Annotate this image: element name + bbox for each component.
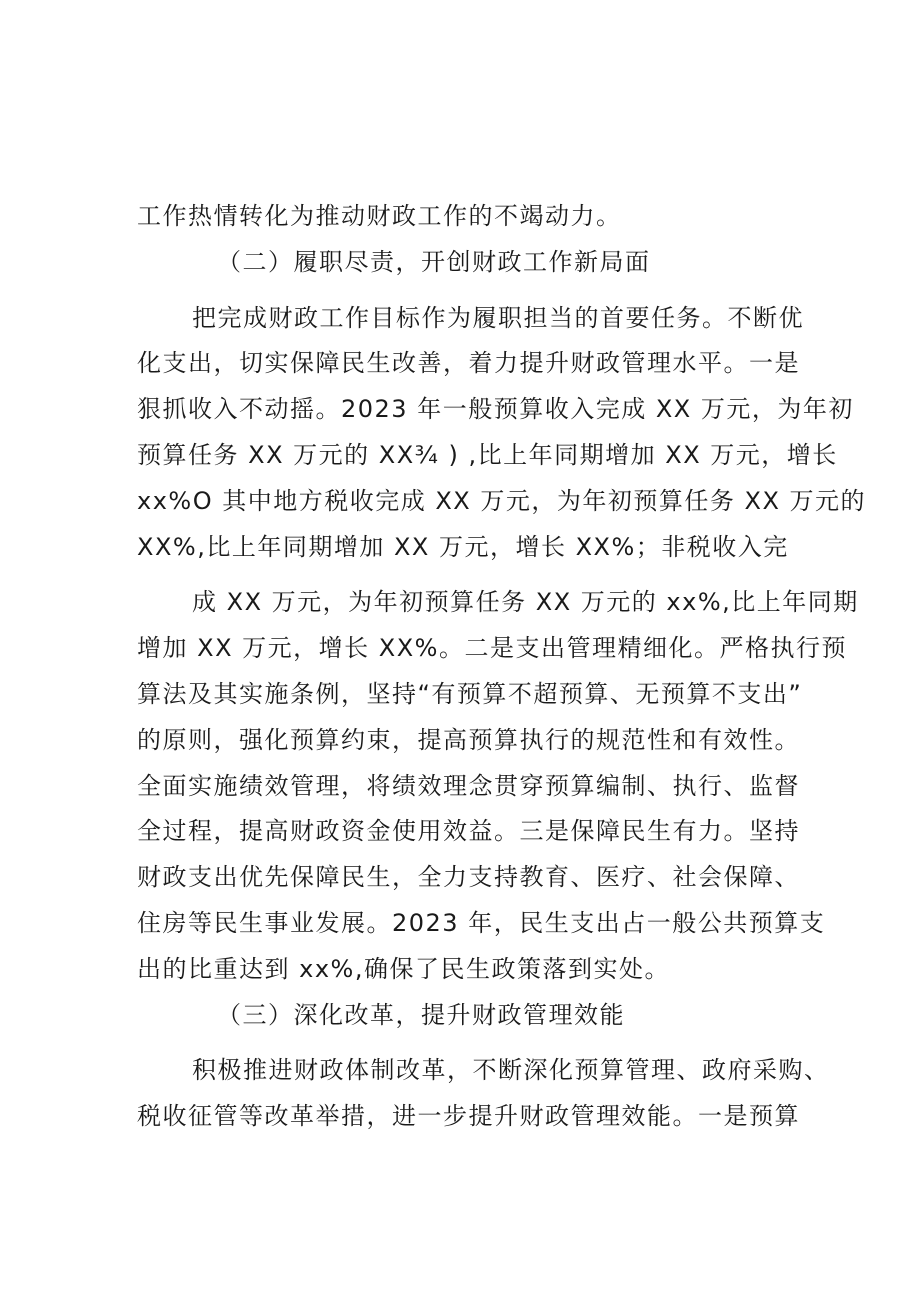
- paragraph-line: 把完成财政工作目标作为履职担当的首要任务。不断优: [192, 303, 804, 332]
- paragraph-line: 住房等民生事业发展。2023 年，民生支出占一般公共预算支: [137, 908, 826, 937]
- paragraph-line: 全面实施绩效管理，将绩效理念贯穿预算编制、执行、监督: [137, 771, 800, 800]
- paragraph-line: xx%O 其中地方税收完成 XX 万元，为年初预算任务 XX 万元的: [137, 486, 867, 515]
- document-body: [137, 194, 867, 1140]
- paragraph-line: 财政支出优先保障民生，全力支持教育、医疗、社会保障、: [137, 863, 800, 892]
- section-heading-3: （三）深化改革，提升财政管理效能: [217, 1000, 625, 1029]
- paragraph-line: 预算任务 XX 万元的 XX¾ ) ,比上年同期增加 XX 万元，增长: [137, 440, 838, 469]
- paragraph-line: 出的比重达到 xx%,确保了民生政策落到实处。: [137, 954, 670, 983]
- paragraph-line: 积极推进财政体制改革，不断深化预算管理、政府采购、: [192, 1056, 830, 1085]
- paragraph-line: 化支出，切实保障民生改善，着力提升财政管理水平。一是: [137, 349, 800, 378]
- paragraph-line: 算法及其实施条例，坚持“有预算不超预算、无预算不支出”: [137, 679, 803, 708]
- paragraph-line: 狠抓收入不动摇。2023 年一般预算收入完成 XX 万元，为年初: [137, 395, 854, 424]
- section-heading-2: （二）履职尽责，开创财政工作新局面: [217, 247, 651, 276]
- paragraph-line: 全过程，提高财政资金使用效益。三是保障民生有力。坚持: [137, 817, 800, 846]
- paragraph-line: 的原则，强化预算约束，提高预算执行的规范性和有效性。: [137, 725, 800, 754]
- paragraph-line: 工作热情转化为推动财政工作的不竭动力。: [137, 202, 622, 230]
- paragraph-line: 成 XX 万元，为年初预算任务 XX 万元的 xx%,比上年同期: [192, 588, 859, 617]
- paragraph-line: XX%,比上年同期增加 XX 万元，增长 XX%；非税收入完: [137, 532, 789, 561]
- paragraph-line: 税收征管等改革举措，进一步提升财政管理效能。一是预算: [137, 1102, 800, 1131]
- paragraph-line: 增加 XX 万元，增长 XX%。二是支出管理精细化。严格执行预: [137, 634, 847, 663]
